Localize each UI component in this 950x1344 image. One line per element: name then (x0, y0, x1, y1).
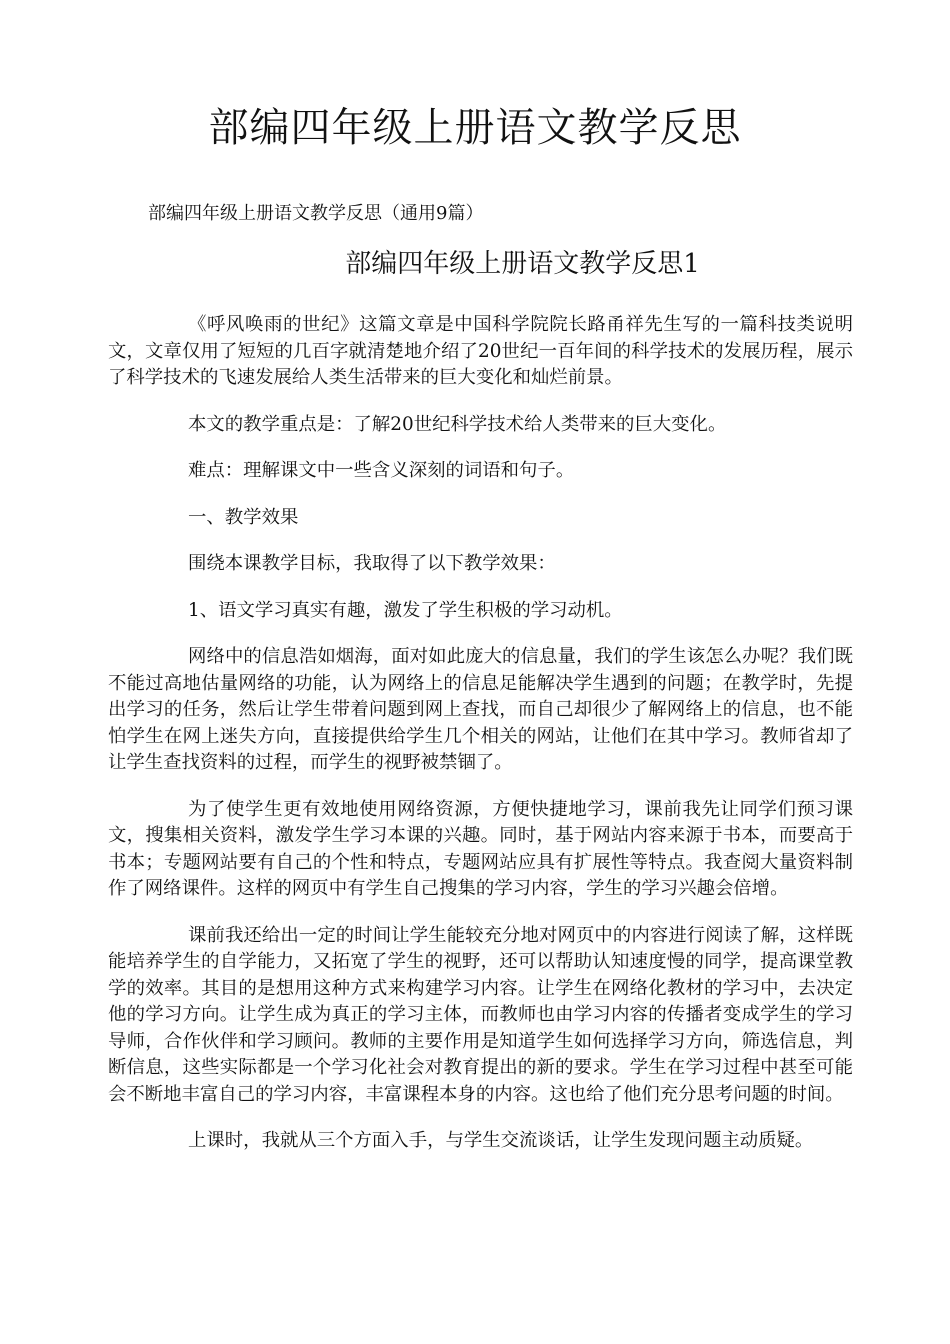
paragraph: 本文的教学重点是：了解20世纪科学技术给人类带来的巨大变化。 (188, 413, 727, 435)
paragraph: 《呼风唤雨的世纪》这篇文章是中国科学院院长路甬祥先生写的一篇科技类说明文，文章仅用了短短的几百字就清楚地介绍了20世纪一百年间的科学技术的发展历程，展示了科学技术的飞速发展给人类生活带来的巨大变化和灿烂前景。 (108, 314, 853, 388)
paragraph: 围绕本课教学目标，我取得了以下教学效果： (188, 553, 556, 574)
document-title: 部编四年级上册语文教学反思 (208, 105, 742, 151)
paragraph: 课前我还给出一定的时间让学生能较充分地对网页中的内容进行阅读了解，这样既能培养学生的自学能力，又拓宽了学生的视野，还可以帮助认知速度慢的同学，提高课堂教学的效率。其目的是想用这种方式来构建学习内容。让学生在网络化教材的学习中，去决定他的学习方向。让学生成为真正的学习主体，而教师也由学习内容的传播者变成学生的学习导师，合作伙伴和学习顾问。教师的主要作用是知道学生如何选择学习方向，筛选信息，判断信息，这些实际都是一个学习化社会对教育提出的新的要求。学生在学习过程中甚至可能会不断地丰富自己的学习内容，丰富课程本身的内容。这也给了他们充分思考问题的时间。 (108, 924, 853, 1105)
section-heading: 一、教学效果 (188, 506, 299, 528)
document-subtitle: 部编四年级上册语文教学反思（通用9篇） (148, 203, 484, 224)
paragraph: 上课时，我就从三个方面入手，与学生交流谈话，让学生发现问题主动质疑。 (188, 1130, 814, 1151)
paragraph: 为了使学生更有效地使用网络资源，方便快捷地学习，课前我先让同学们预习课文，搜集相关资料，激发学生学习本课的兴趣。同时，基于网站内容来源于书本，而要高于书本；专题网站要有自己的个性和特点，专题网站应具有扩展性等特点。我查阅大量资料制作了网络课件。这样的网页中有学生自己搜集的学习内容，学生的学习兴趣会倍增。 (108, 798, 853, 899)
list-item: 1、语文学习真实有趣，激发了学生积极的学习动机。 (188, 599, 623, 621)
paragraph: 网络中的信息浩如烟海，面对如此庞大的信息量，我们的学生该怎么办呢？我们既不能过高地估量网络的功能，认为网络上的信息足能解决学生遇到的问题；在教学时，先提出学习的任务，然后让学生带着问题到网上查找，而自己却很少了解网络上的信息，也不能怕学生在网上迷失方向，直接提供给学生几个相关的网站，让他们在其中学习。教师省却了让学生查找资料的过程，而学生的视野被禁锢了。 (108, 646, 853, 773)
document-body (108, 312, 853, 1175)
section-title: 部编四年级上册语文教学反思1 (345, 249, 700, 279)
paragraph: 难点：理解课文中一些含义深刻的词语和句子。 (188, 460, 575, 481)
